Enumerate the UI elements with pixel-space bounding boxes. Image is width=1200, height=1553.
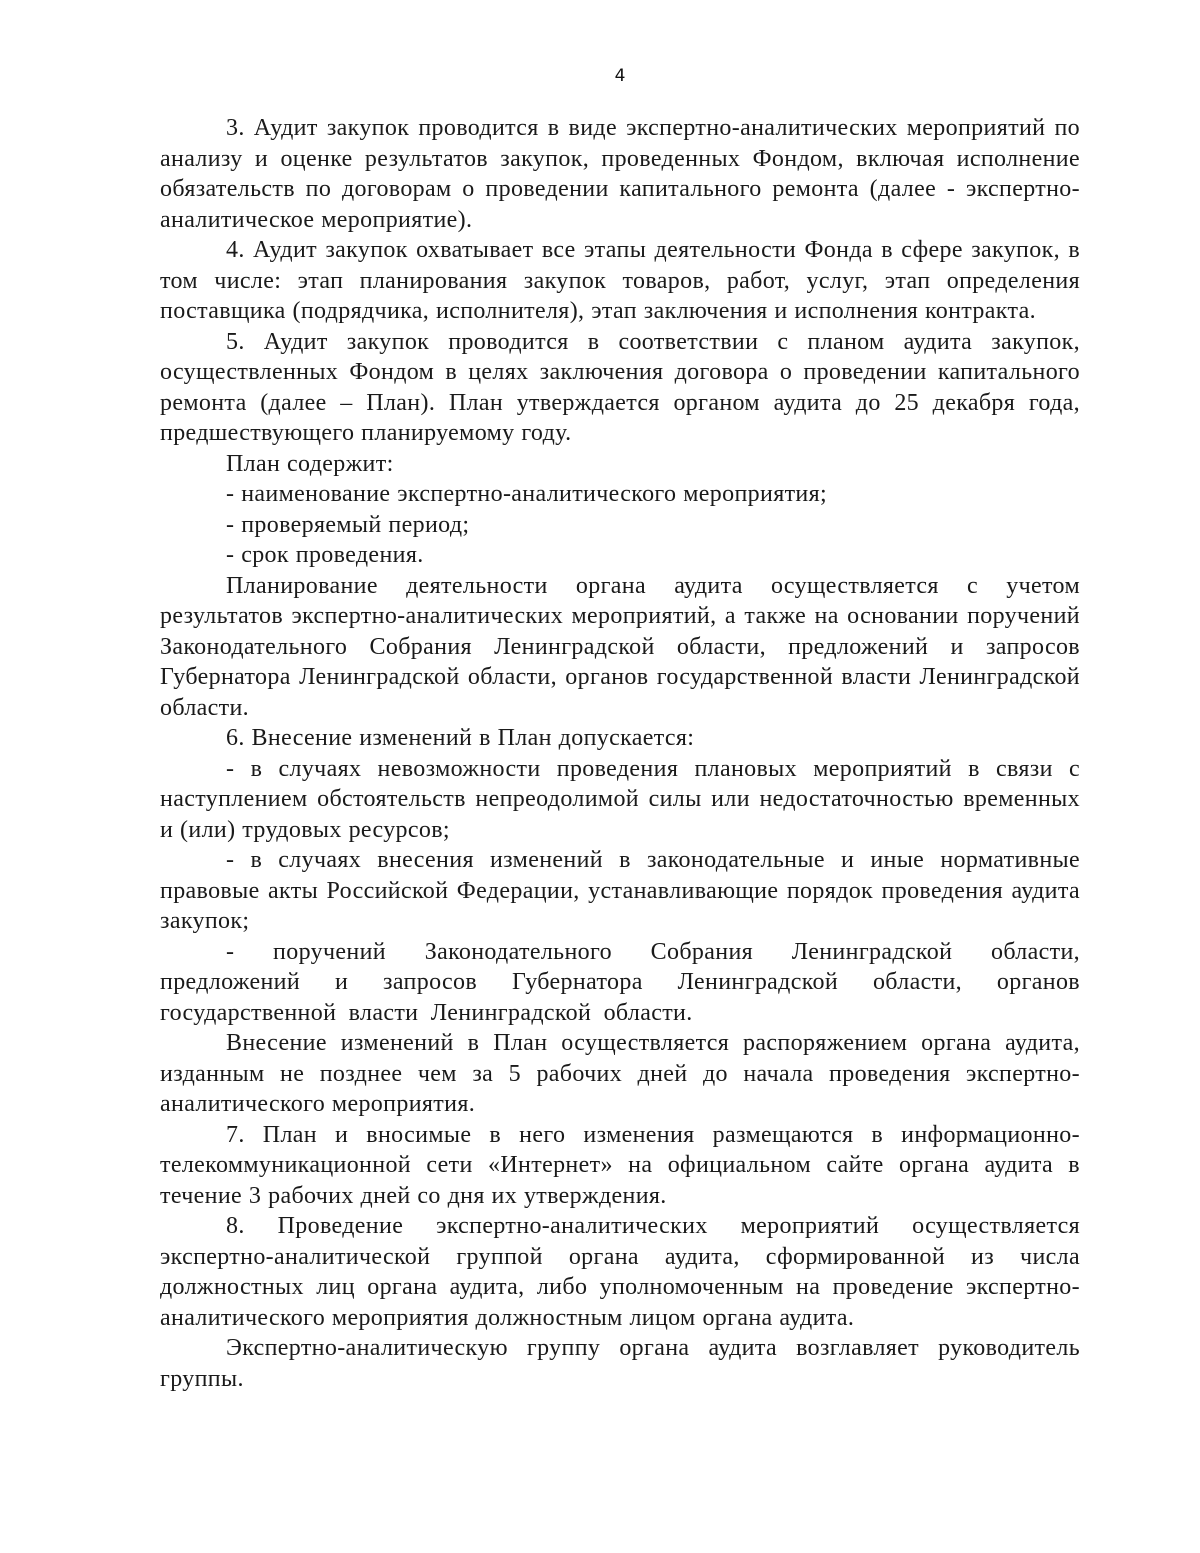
group-head-paragraph: Экспертно-аналитическую группу органа аудита возглавляет руководитель группы. [160,1335,1080,1392]
plan-contents-heading: План содержит: [226,450,394,477]
paragraph-3-audit-form: 3. Аудит закупок проводится в виде экспертно-аналитических мероприятий по анализу и оценке результатов закупок, проведенных Фондом, включая исполнение обязательств по договорам о проведении капитального ремонта (далее - экспертно-аналитическое мероприятие). [160,115,1080,233]
plan-item-name: - наименование экспертно-аналитического мероприятия; [226,481,828,507]
paragraph-6-plan-changes: 6. Внесение изменений в План допускается: [226,725,695,751]
paragraph-7-publication: 7. План и вносимые в него изменения размещаются в информационно-телекоммуникационной сети «Интернет» на официальном сайте органа аудита в течение 3 рабочих дней со дня их утверждения. [160,1121,1080,1209]
page-number: 4 [614,66,626,86]
document-body [160,113,1080,1394]
paragraph-5-audit-plan: 5. Аудит закупок проводится в соответствии с планом аудита закупок, осуществленных Фондом в целях заключения договора о проведении капитального ремонта (далее – План). План утверждается органом аудита до 25 декабря года, предшествующего планируемому году. [160,328,1080,446]
paragraph-4-audit-scope: 4. Аудит закупок охватывает все этапы деятельности Фонда в сфере закупок, в том числе: этап планирования закупок товаров, работ, услуг, этап определения поставщика (подрядчика, исполнителя), этап заключения и исполнения контракта. [160,237,1080,324]
change-case-force-majeure: - в случаях невозможности проведения плановых мероприятий в связи с наступлением обстоятельств непреодолимой силы или недостаточностью временных и (или) трудовых ресурсов; [160,755,1080,843]
change-case-instructions: - поручений Законодательного Собрания Ленинградской области, предложений и запросов Губернатора Ленинградской области, органов государственной власти Ленинградской области. [160,938,1080,1026]
paragraph-8-execution: 8. Проведение экспертно-аналитических мероприятий осуществляется экспертно-аналитической группой органа аудита, сформированной из числа должностных лиц органа аудита, либо уполномоченным на проведение экспертно-аналитического мероприятия должностным лицом органа аудита. [160,1213,1080,1331]
plan-item-period: - проверяемый период; [226,511,470,538]
plan-item-term: - срок проведения. [226,542,424,568]
change-case-legislation: - в случаях внесения изменений в законодательные и иные нормативные правовые акты Российской Федерации, устанавливающие порядок проведения аудита закупок; [160,847,1080,934]
change-procedure-paragraph: Внесение изменений в План осуществляется распоряжением органа аудита, изданным не позднее чем за 5 рабочих дней до начала проведения экспертно-аналитического мероприятия. [160,1030,1080,1117]
planning-paragraph: Планирование деятельности органа аудита осуществляется с учетом результатов экспертно-аналитических мероприятий, а также на основании поручений Законодательного Собрания Ленинградской области, предложений и запросов Губернатора Ленинградской области, органов государственной власти Ленинградской области. [160,572,1080,721]
